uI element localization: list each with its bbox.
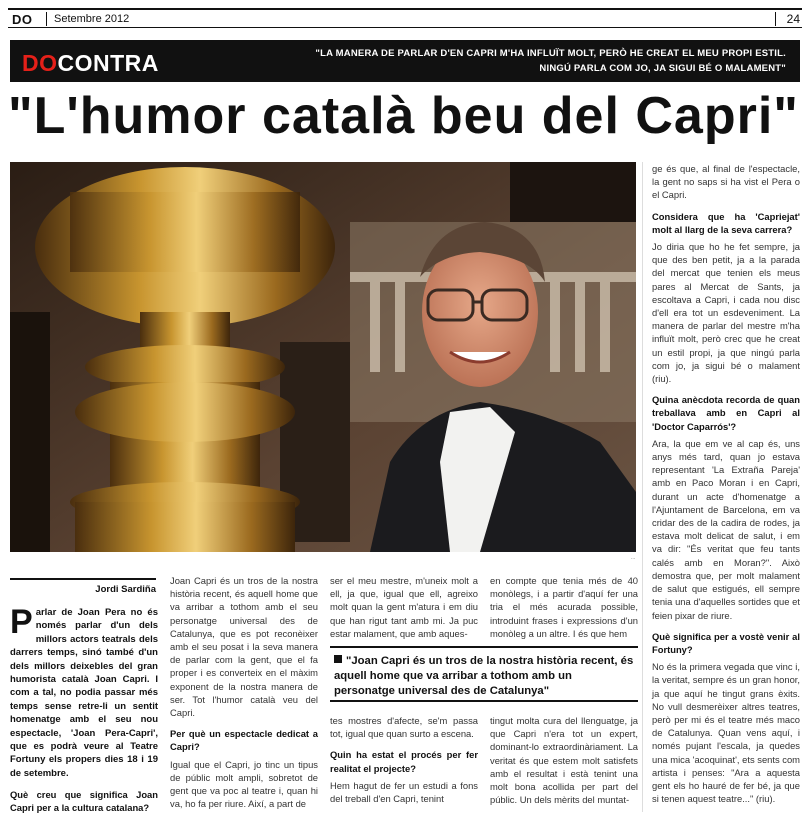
answer-paragraph: Hem hagut de fer un estudi a fons del treball d'en Capri, tenint (330, 779, 478, 805)
photo-illustration (10, 162, 636, 552)
column-divider (642, 162, 643, 812)
interview-question: Què significa per a vostè venir al Fortuny? (652, 630, 800, 655)
article-column-4-top (490, 574, 638, 644)
answer-paragraph: No és la primera vegada que vinc i, la veritat, sempre és un gran honor, ja que aquí he tingut grans èxits. No vull desmerèixer altres teatres, però per mi és el teatre més maco de Catalunya. Quan vens aquí, i només pujant l'escala, ja quedes una mica 'acoquinat', ets sents com artista i penses: "Ara a aquesta gent els ho hauré de fer bé, ja que si tenen aquest teatre..." (riu). (652, 661, 800, 805)
article-photo (10, 162, 636, 552)
article-column-2 (170, 574, 318, 814)
answer-paragraph: tingut molta cura del llenguatge, ja que Capri n'era tot un expert, dominant-lo extraordinàriament. La veritat és que estem molt satisfets amb el resultat i està tenint una molt bona acollida per part del públic. Un dels mèrits del muntat- (490, 715, 638, 806)
article-column-3-top (330, 574, 478, 644)
article-column-3-bottom (330, 714, 478, 809)
answer-paragraph: en compte que tenia més de 40 monòlegs, i a partir d'aquí fer una tria el més acurada possible, introduint frases i expressions d'un monòleg a un altre. I és que hem (490, 575, 638, 639)
header-divider (46, 12, 47, 26)
page-header (8, 8, 802, 28)
drop-cap: P (10, 603, 33, 641)
answer-paragraph: Jo diria que ho he fet sempre, ja que des ben petit, ja a la parada del mercat que tenien els meus pares al Mercat de Sants, ja escoltava a Capri, i cada nou disc d'ell era tot un esdeveniment. La manera de parlar del mestre m'ha influït molt, però crec que he creat un estil propi, ja que ningú parla com jo, ja sigui bé o malament (riu). (652, 241, 800, 385)
interview-question: Considera que ha 'Capriejat' molt al llarg de la seva carrera? (652, 210, 800, 235)
article-column-1 (10, 603, 158, 819)
article-column-5 (652, 162, 800, 809)
interview-question: Quin ha estat el procés per fer realitat el projecte? (330, 749, 478, 774)
answer-paragraph: tes mostres d'afecte, se'm passa tot, igual que quan surto a escena. (330, 715, 478, 740)
header-divider-right (775, 12, 776, 26)
answer-paragraph: ser el meu mestre, m'uneix molt a ell, ja que, igual que ell, agreixo molt quan la gent m'atura i em diu que han rigut tant amb mi. Ja puc estar malament, que amb aques- (330, 575, 478, 639)
pull-quote-text: "Joan Capri és un tros de la nostra història recent, és aquell home que va arribar a tothom amb un personatge universal des de Catalunya" (334, 655, 634, 697)
answer-paragraph: Igual que el Capri, jo tinc un tipus de públic molt ampli, sobretot de gent que va poc al teatre i, quan hi va, ho fa per riure. Així, a part de (170, 758, 318, 810)
page-number: 24 (786, 12, 800, 26)
issue-date: Setembre 2012 (54, 13, 130, 25)
section-title-red: DO (22, 50, 58, 76)
headline: "L'humor català beu del Capri" (8, 87, 799, 145)
banner-quote-line2: NINGÚ PARLA COM JO, JA SIGUI BÉ O MALAMENT" (539, 63, 786, 74)
author-byline: Jordi Sardiña (10, 578, 156, 595)
lede-text: arlar de Joan Pera no és només parlar d'un dels millors actors teatrals dels darrers temps, sinó també d'un dels millors deixebles del gran humorista català Joan Capri. I com a tal, no podia passar més temps sense retre-li un sentit homenatge amb el seu nou espectacle, 'Joan Pera-Capri', que es podrà veure al Teatre Fortuny els propers dies 18 i 19 de setembre. (10, 607, 158, 779)
section-banner (10, 40, 800, 82)
publication-logo: DO (12, 12, 33, 27)
answer-paragraph: Joan Capri és un tros de la nostra història recent, és aquell home que va arribar a tothom amb el seu personatge universal des de Catalunya, que es pot reconèixer amb el seu posat i la seva manera de parlar com la gent, que el fa proper i es converteix en el màxim exponent de la nostra manera de ser. Tot l'humor català veu del Capri. (170, 575, 318, 719)
banner-quote (266, 46, 786, 76)
interview-question: Per què un espectacle dedicat a Capri? (170, 728, 318, 753)
banner-quote-line1: "LA MANERA DE PARLAR D'EN CAPRI M'HA INFLUÏT MOLT, PERÒ HE CREAT EL MEU PROPI ESTIL. (315, 48, 786, 59)
interview-question: Què creu que significa Joan Capri per a la cultura catalana? (10, 789, 158, 814)
article-column-4-bottom (490, 714, 638, 810)
photo-credit: ... (631, 555, 636, 561)
bullet-square-icon (334, 655, 342, 663)
section-title-white: CONTRA (57, 50, 159, 76)
answer-paragraph: Ara, la que em ve al cap és, uns anys més tard, quan jo estava representant 'La Extraña Pareja' amb en Paco Moran i en Capri, durant un acte d'homenatge a l'Ajuntament de Barcelona, em va cridar des de la cadira de rodes, ja estava molt delicat de salut, i em va dir: "És veritat que feu tants calés amb en Moran?". Això demostra que, per molt malament de salut que estigués, ell sempre tenia una d'aquelles sortides que et feien pixar de riure. (652, 437, 800, 621)
section-title (22, 50, 159, 77)
article-lede (10, 603, 158, 780)
pull-quote (330, 646, 638, 702)
answer-paragraph: ge és que, al final de l'espectacle, la gent no saps si ha vist el Pera o el Capri. (652, 163, 800, 201)
interview-question: Quina anècdota recorda de quan treballava amb en Capri al 'Doctor Caparrós'? (652, 394, 800, 432)
